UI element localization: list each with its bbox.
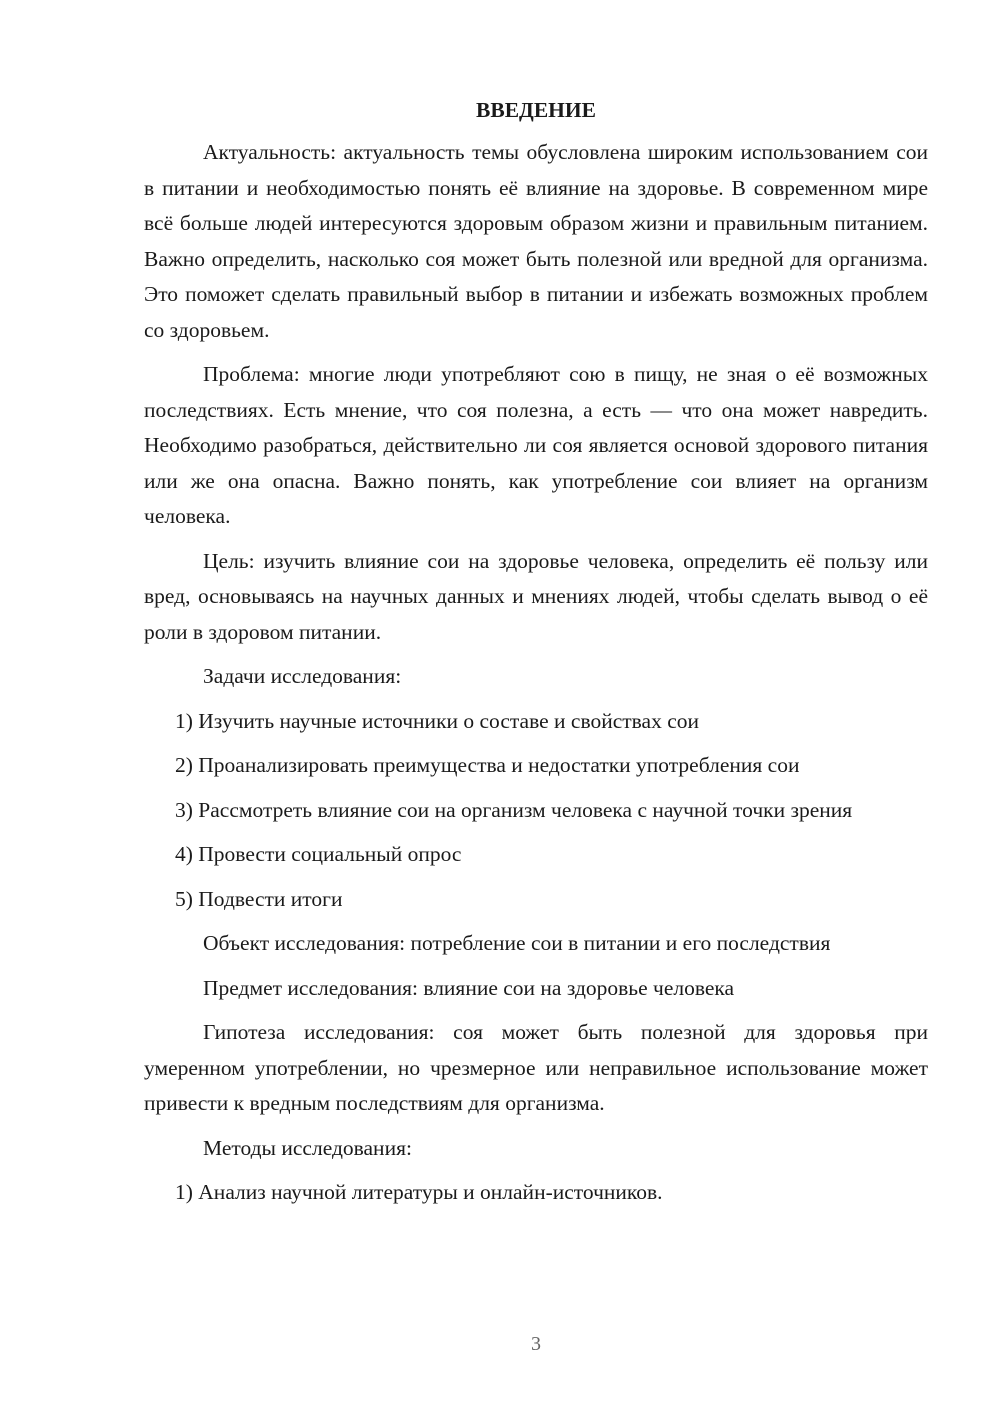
document-page <box>144 92 928 1220</box>
object-paragraph: Объект исследования: потребление сои в питании и его последствия <box>203 931 831 955</box>
section-heading: ВВЕДЕНИЕ <box>476 98 596 122</box>
list-item: 5) Подвести итоги <box>175 886 343 911</box>
methods-list <box>144 1175 928 1211</box>
list-item: 2) Проанализировать преимущества и недостатки употребления сои <box>175 753 800 777</box>
goal-paragraph: Цель: изучить влияние сои на здоровье человека, определить её пользу или вред, основываясь на научных данных и мнениях людей, чтобы сделать вывод о её роли в здоровом питании. <box>144 548 928 644</box>
relevance-paragraph: Актуальность: актуальность темы обусловлена широким использованием сои в питании и необходимостью понять её влияние на здоровье. В современном мире всё больше людей интересуются здоровым образом жизни и правильным питанием. Важно определить, насколько соя может быть полезной или вредной для организма. Это поможет сделать правильный выбор в питании и избежать возможных проблем со здоровьем. <box>144 140 928 342</box>
tasks-heading: Задачи исследования: <box>203 664 402 688</box>
subject-paragraph: Предмет исследования: влияние сои на здоровье человека <box>203 975 735 1000</box>
hypothesis-paragraph: Гипотеза исследования: соя может быть полезной для здоровья при умеренном употреблении, но чрезмерное или неправильное использование может привести к вредным последствиям для организма. <box>144 1020 928 1115</box>
tasks-list <box>144 704 928 918</box>
page-number: 3 <box>531 1333 541 1355</box>
methods-heading: Методы исследования: <box>203 1135 412 1160</box>
list-item: 1) Анализ научной литературы и онлайн-источников. <box>175 1180 663 1204</box>
list-item: 1) Изучить научные источники о составе и свойствах сои <box>175 708 699 733</box>
problem-paragraph: Проблема: многие люди употребляют сою в пищу, не зная о её возможных последствиях. Есть мнение, что соя полезна, а есть — что она может навредить. Необходимо разобраться, действительно ли соя является основой здорового питания или же она опасна. Важно понять, как употребление сои влияет на организм человека. <box>144 362 928 528</box>
list-item: 3) Рассмотреть влияние сои на организм человека с научной точки зрения <box>175 797 853 822</box>
list-item: 4) Провести социальный опрос <box>175 842 462 866</box>
